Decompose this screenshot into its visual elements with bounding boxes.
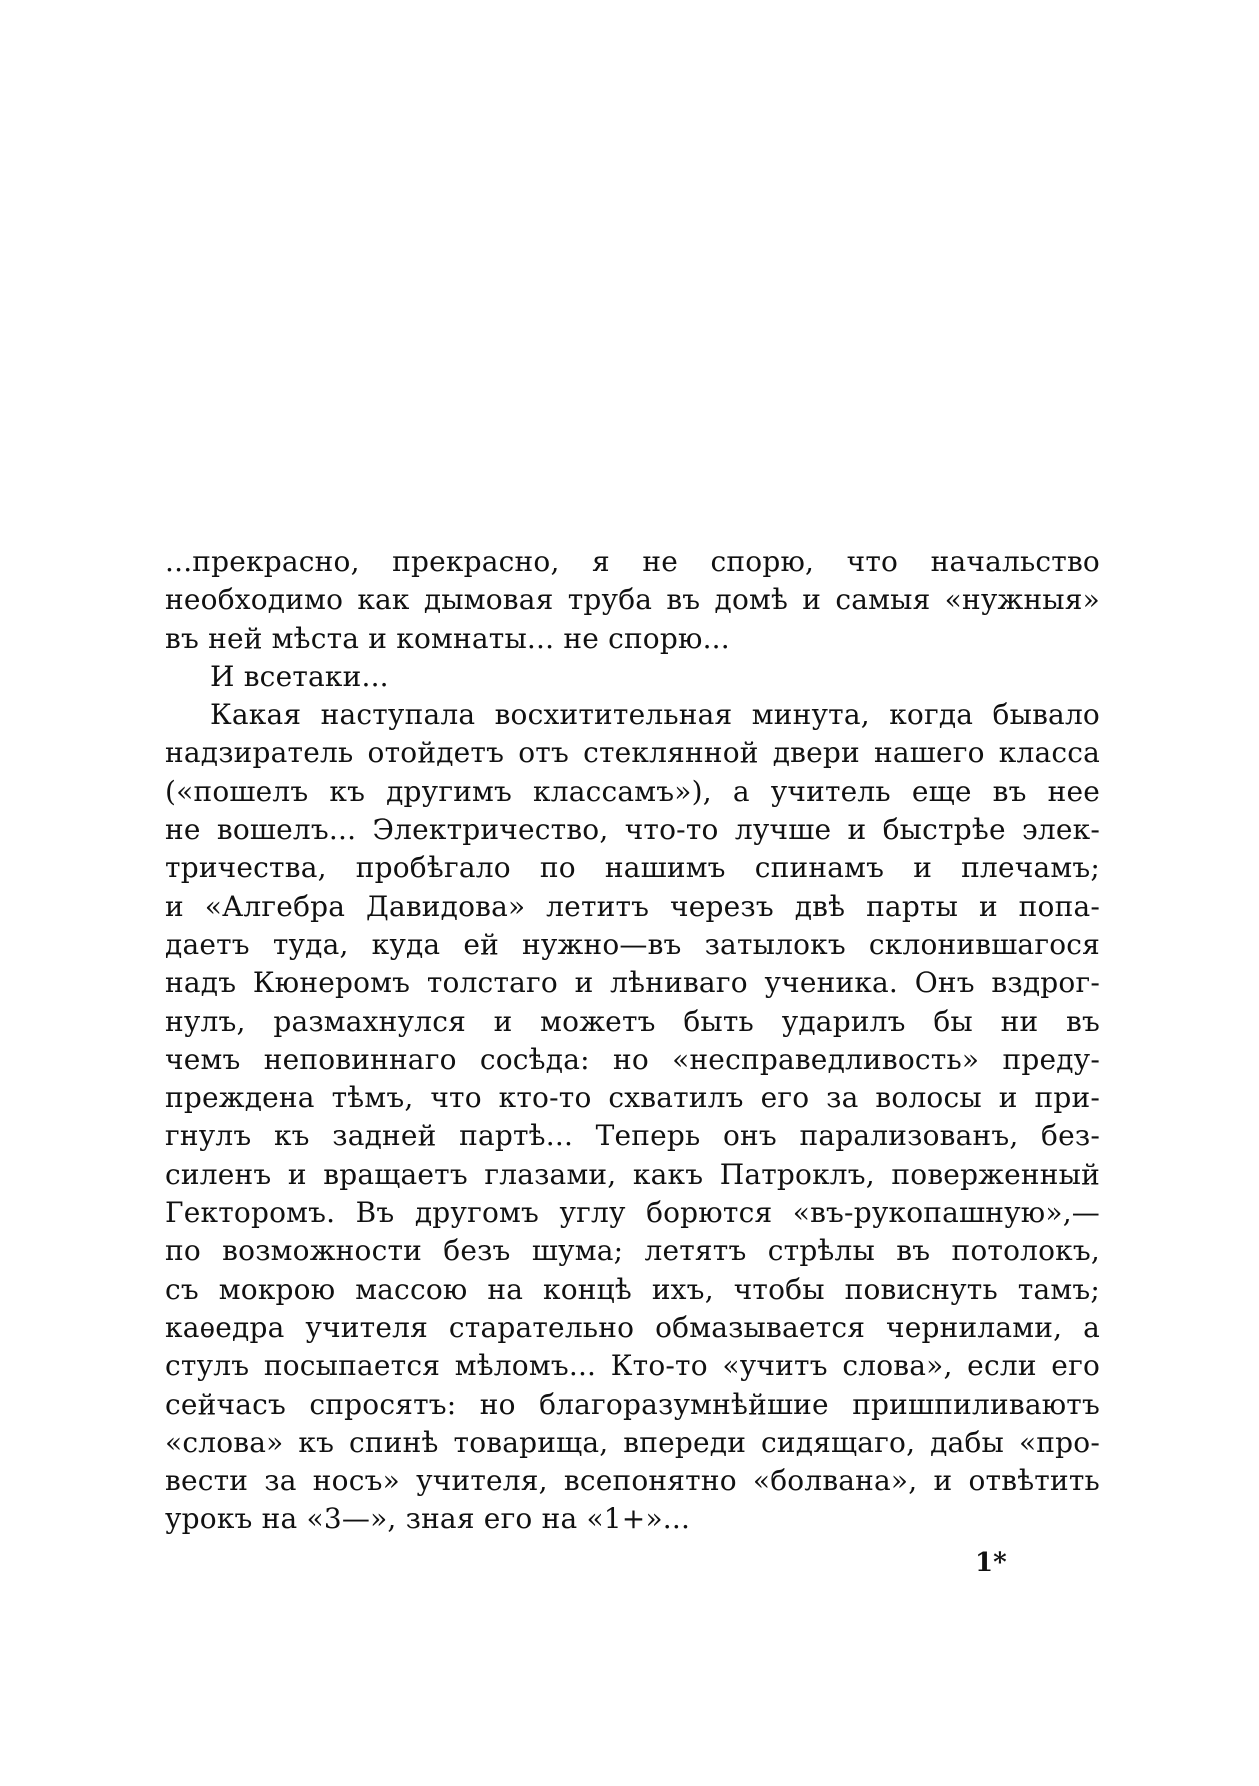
text-line: надзиратель отойдетъ отъ стеклянной двери нашего класса [165, 736, 1100, 770]
text-line: съ мокрою массою на концѣ ихъ, чтобы повиснуть тамъ; [165, 1272, 1100, 1306]
text-line: силенъ и вращаетъ глазами, какъ Патроклъ, поверженный [165, 1157, 1100, 1191]
text-line: вести за носъ» учителя, всепонятно «болвана», и отвѣтить [165, 1464, 1100, 1498]
text-line: ...прекрасно, прекрасно, я не спорю, что начальство [165, 545, 1100, 578]
text-line: надъ Кюнеромъ толстаго и лѣниваго ученика. Онъ вздрог- [165, 966, 1100, 1000]
text-line: не вошелъ... Электричество, что-то лучше и быстрѣе элек- [165, 813, 1100, 847]
text-line: нулъ, размахнулся и можетъ быть ударилъ бы ни въ [165, 1004, 1100, 1038]
text-line: («пошелъ къ другимъ классамъ»), а учитель еще въ нее [165, 774, 1100, 808]
text-line: необходимо как дымовая труба въ домѣ и самыя «нужныя» [165, 583, 1100, 617]
text-line: стулъ посыпается мѣломъ... Кто-то «учитъ слова», если его [165, 1349, 1100, 1383]
body-text [165, 543, 1100, 1539]
text-line: каѳедра учителя старательно обмазывается чернилами, а [165, 1310, 1100, 1344]
text-line: И всетаки... [210, 659, 389, 693]
text-line: Гекторомъ. Въ другомъ углу борются «въ-рукопашную»,— [165, 1196, 1100, 1230]
text-line: гнулъ къ задней партѣ... Теперь онъ парализованъ, без- [165, 1119, 1100, 1153]
text-line: тричества, пробѣгало по нашимъ спинамъ и плечамъ; [165, 851, 1100, 885]
text-line: по возможности безъ шума; летятъ стрѣлы въ потолокъ, [165, 1234, 1100, 1268]
text-line: въ ней мѣста и комнаты... не спорю... [165, 621, 730, 655]
text-line: «слова» къ спинѣ товарища, впереди сидящаго, дабы «про- [165, 1425, 1100, 1459]
text-line: чемъ неповиннаго сосѣда: но «несправедливость» преду- [165, 1042, 1100, 1076]
text-line: Какая наступала восхитительная минута, когда бывало [210, 698, 1100, 732]
text-line: и «Алгебра Давидова» летитъ черезъ двѣ парты и попа- [165, 889, 1100, 923]
text-line: даетъ туда, куда ей нужно—въ затылокъ склонившагося [165, 927, 1100, 961]
text-line: урокъ на «3—», зная его на «1+»... [165, 1502, 691, 1536]
text-line: сейчасъ спросятъ: но благоразумнѣйшие пришпиливаютъ [165, 1387, 1100, 1421]
page-number: 1* [975, 1548, 1007, 1578]
text-line: преждена тѣмъ, что кто-то схватилъ его за волосы и при- [165, 1081, 1100, 1115]
